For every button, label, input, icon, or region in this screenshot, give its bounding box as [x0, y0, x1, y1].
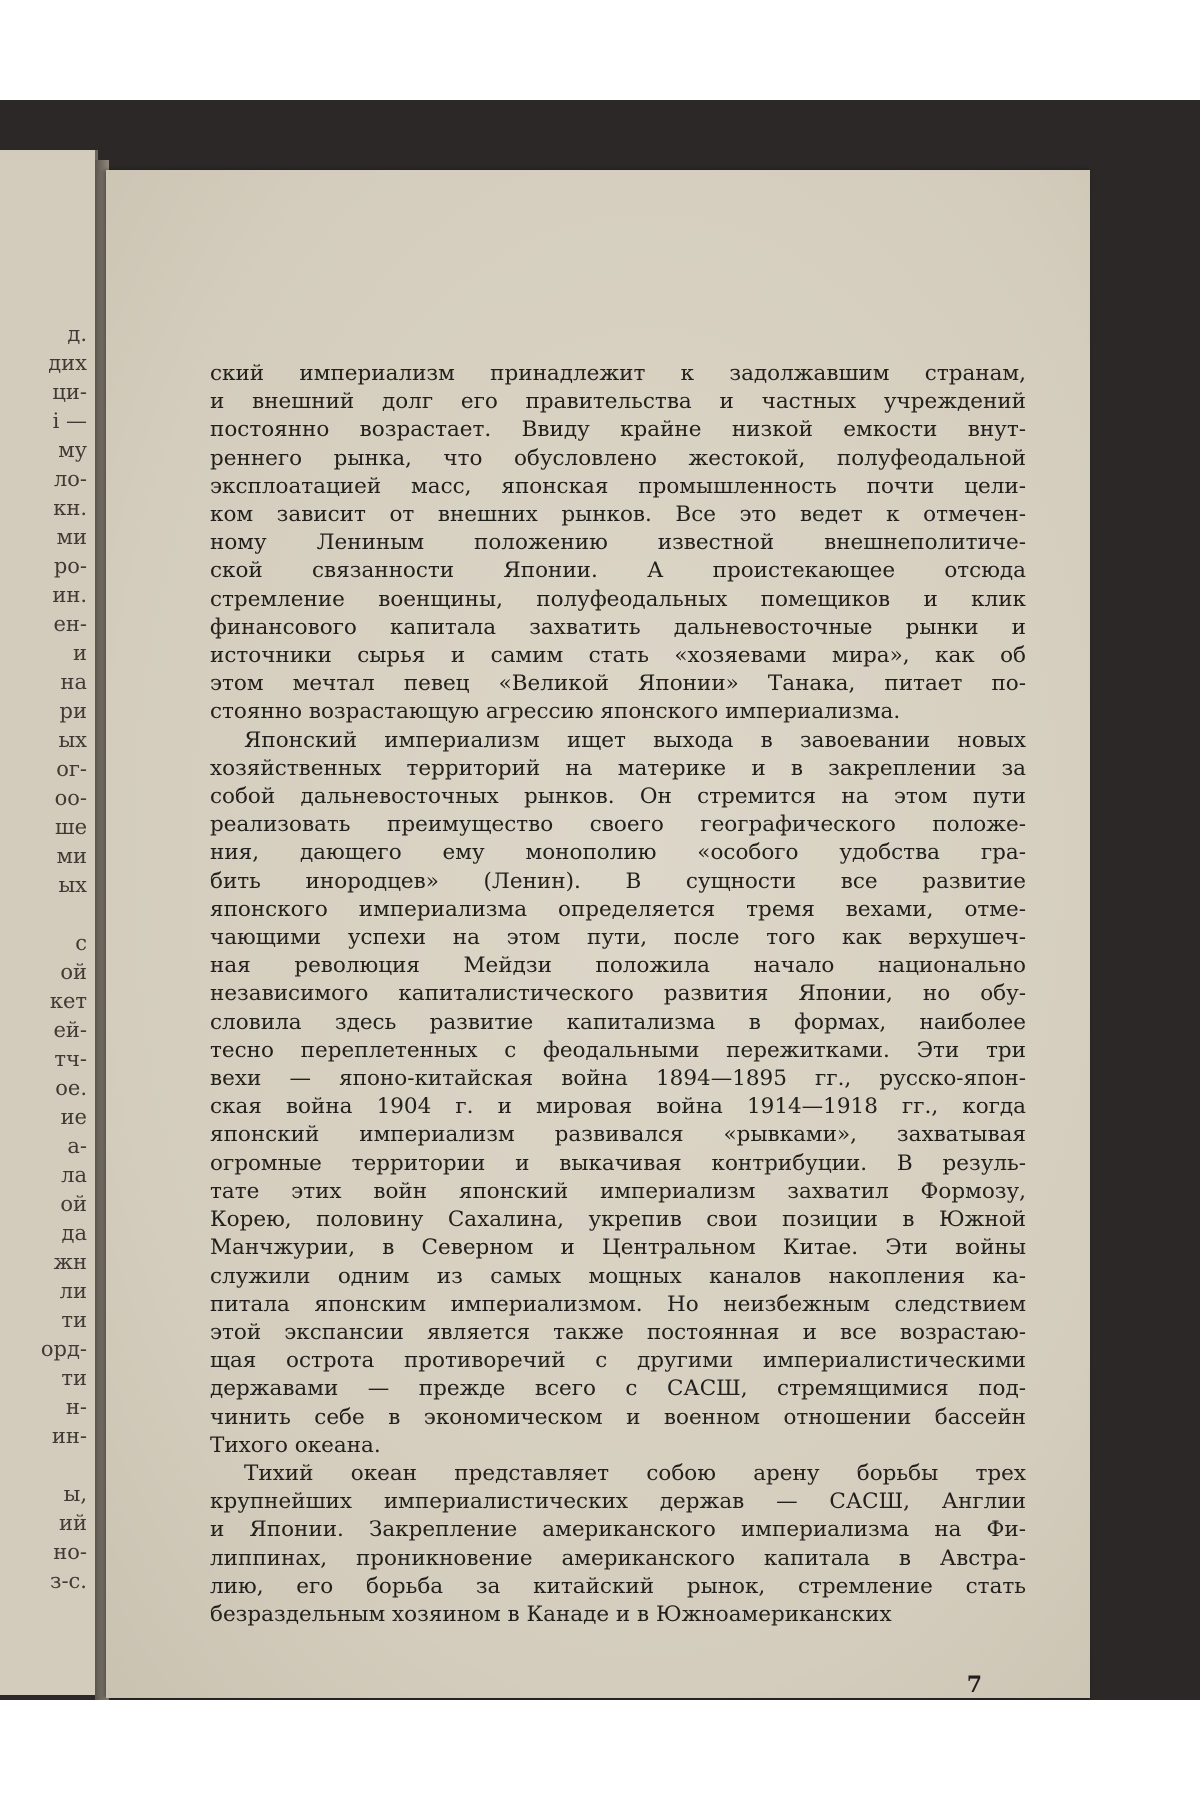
left-page-fragment: н-: [65, 1395, 87, 1419]
left-page-fragment: ых: [58, 728, 87, 752]
left-page-fragment: ла: [61, 1163, 87, 1187]
left-page-fragment: ми: [56, 844, 87, 868]
left-page-fragment: но-: [53, 1540, 87, 1564]
left-page-fragment: ое.: [55, 1076, 87, 1100]
text-line: липпинах, проникновение американского капитала в Австра-: [210, 1545, 1026, 1571]
right-page: [106, 170, 1090, 1698]
left-page-fragment: ин.: [52, 583, 87, 607]
left-page-fragment: ци-: [52, 380, 87, 404]
text-line: тесно переплетенных с феодальными пережитками. Эти три: [210, 1037, 1026, 1063]
text-line: этом мечтал певец «Великой Японии» Танака, питает по-: [210, 671, 1026, 697]
text-line: источники сырья и самим стать «хозяевами мира», как об: [210, 643, 1026, 669]
text-line: Японский империализм ищет выхода в завоевании новых: [244, 727, 1026, 753]
page-number: 7: [966, 1672, 982, 1698]
left-page-fragment: ой: [60, 1192, 87, 1216]
left-page-fragment: ий: [59, 1511, 87, 1535]
text-line: стремление военщины, полуфеодальных помещиков и клик: [210, 586, 1026, 612]
text-line: тате этих войн японский империализм захватил Формозу,: [210, 1178, 1026, 1204]
text-line: независимого капиталистического развития Японии, но обу-: [210, 981, 1026, 1007]
text-line: огромные территории и выкачивая контрибуции. В резуль-: [210, 1150, 1026, 1176]
text-line: и Японии. Закрепление американского империализма на Фи-: [210, 1517, 1026, 1543]
left-page-fragment: ти: [61, 1366, 87, 1390]
left-page-fragment: жн: [53, 1250, 87, 1274]
left-page-fragment: ми: [56, 525, 87, 549]
left-page-text-fragments: [17, 320, 87, 1596]
left-page-fragment: ли: [59, 1279, 87, 1303]
text-line: японский империализм развивался «рывками», захватывая: [210, 1122, 1026, 1148]
left-page-fragment: ог-: [56, 757, 87, 781]
text-line: лию, его борьба за китайский рынок, стремление стать: [210, 1573, 1026, 1599]
text-line: японского империализма определяется тремя вехами, отме-: [210, 896, 1026, 922]
left-page-fragment: ой: [60, 960, 87, 984]
left-page-fragment: ен-: [53, 612, 87, 636]
left-page-fragment: да: [61, 1221, 87, 1245]
text-line: крупнейших империалистических держав — САСШ, Англии: [210, 1489, 1026, 1515]
text-line: ная революция Мейдзи положила начало национально: [210, 953, 1026, 979]
text-line: финансового капитала захватить дальневосточные рынки и: [210, 614, 1026, 640]
left-page-fragment: дих: [48, 351, 87, 375]
text-line: реализовать преимущество своего географического положе-: [210, 812, 1026, 838]
text-line: Тихий океан представляет собою арену борьбы трех: [244, 1460, 1026, 1486]
left-page-fragment: з-с.: [50, 1569, 87, 1593]
paragraph: [210, 360, 1026, 727]
left-page-fragment: на: [60, 670, 87, 694]
left-page-fragment: ы,: [63, 1482, 87, 1506]
paragraph: [210, 727, 1026, 1460]
text-line: хозяйственных территорий на материке и в закреплении за: [210, 755, 1026, 781]
left-page-fragment: орд-: [40, 1337, 87, 1361]
text-line: бить инородцев» (Ленин). В сущности все развитие: [210, 868, 1026, 894]
text-line: ному Лениным положению известной внешнеполитиче-: [210, 530, 1026, 556]
text-line: чающими успехи на этом пути, после того как верхушеч-: [210, 925, 1026, 951]
left-page-fragment: а-: [67, 1134, 87, 1158]
text-line: державами — прежде всего с САСШ, стремящимися под-: [210, 1376, 1026, 1402]
paragraph: [210, 1460, 1026, 1629]
left-page-fragment: [17, 900, 87, 929]
text-line: вехи — японо-китайская война 1894—1895 гг., русско-япон-: [210, 1066, 1026, 1092]
left-page: [0, 150, 98, 1695]
page-body-text: [210, 360, 1026, 1629]
text-line: эксплоатацией масс, японская промышленность почти цели-: [210, 473, 1026, 499]
text-line: щая острота противоречий с другими империалистическими: [210, 1348, 1026, 1374]
left-page-fragment: ло-: [53, 467, 87, 491]
text-line: ком зависит от внешних рынков. Все это ведет к отмечен-: [210, 502, 1026, 528]
text-line: и внешний долг его правительства и частных учреждений: [210, 389, 1026, 415]
left-page-fragment: ых: [58, 873, 87, 897]
text-line: Манчжурии, в Северном и Центральном Китае. Эти войны: [210, 1235, 1026, 1261]
text-line: словила здесь развитие капитализма в формах, наиболее: [210, 1009, 1026, 1035]
left-page-fragment: кн.: [53, 496, 87, 520]
text-line: ская война 1904 г. и мировая война 1914—1918 гг., когда: [210, 1094, 1026, 1120]
left-page-fragment: и: [73, 641, 87, 665]
left-page-fragment: [17, 1451, 87, 1480]
left-page-fragment: ше: [55, 815, 87, 839]
text-line: безраздельным хозяином в Канаде и в Южноамериканских: [210, 1601, 892, 1627]
text-line: ния, дающего ему монополию «особого удобства гра-: [210, 840, 1026, 866]
left-page-fragment: ти: [61, 1308, 87, 1332]
left-page-fragment: оо-: [54, 786, 87, 810]
text-line: Корею, половину Сахалина, укрепив свои позиции в Южной: [210, 1207, 1026, 1233]
left-page-fragment: ро-: [53, 554, 87, 578]
left-page-fragment: ие: [60, 1105, 87, 1129]
left-page-fragment: ри: [59, 699, 87, 723]
left-page-fragment: му: [58, 438, 87, 462]
text-line: питала японским империализмом. Но неизбежным следствием: [210, 1291, 1026, 1317]
text-line: Тихого океана.: [210, 1432, 381, 1458]
left-page-fragment: с: [75, 931, 87, 955]
left-page-fragment: тч-: [54, 1047, 87, 1071]
book-photo: [0, 100, 1200, 1700]
left-page-fragment: ин-: [51, 1424, 87, 1448]
text-line: ской связанности Японии. А проистекающее отсюда: [210, 558, 1026, 584]
text-line: чинить себе в экономическом и военном отношении бассейн: [210, 1404, 1026, 1430]
text-line: стоянно возрастающую агрессию японского империализма.: [210, 699, 901, 725]
left-page-fragment: ей-: [53, 1018, 87, 1042]
text-line: реннего рынка, что обусловлено жестокой, полуфеодальной: [210, 445, 1026, 471]
text-line: этой экспансии является также постоянная и все возрастаю-: [210, 1319, 1026, 1345]
text-line: собой дальневосточных рынков. Он стремится на этом пути: [210, 784, 1026, 810]
text-line: ский империализм принадлежит к задолжавшим странам,: [210, 361, 1026, 386]
text-line: постоянно возрастает. Ввиду крайне низкой емкости внут-: [210, 417, 1026, 443]
left-page-fragment: д.: [67, 322, 87, 346]
text-line: служили одним из самых мощных каналов накопления ка-: [210, 1263, 1026, 1289]
left-page-fragment: кет: [49, 989, 87, 1013]
left-page-fragment: і —: [52, 409, 87, 433]
